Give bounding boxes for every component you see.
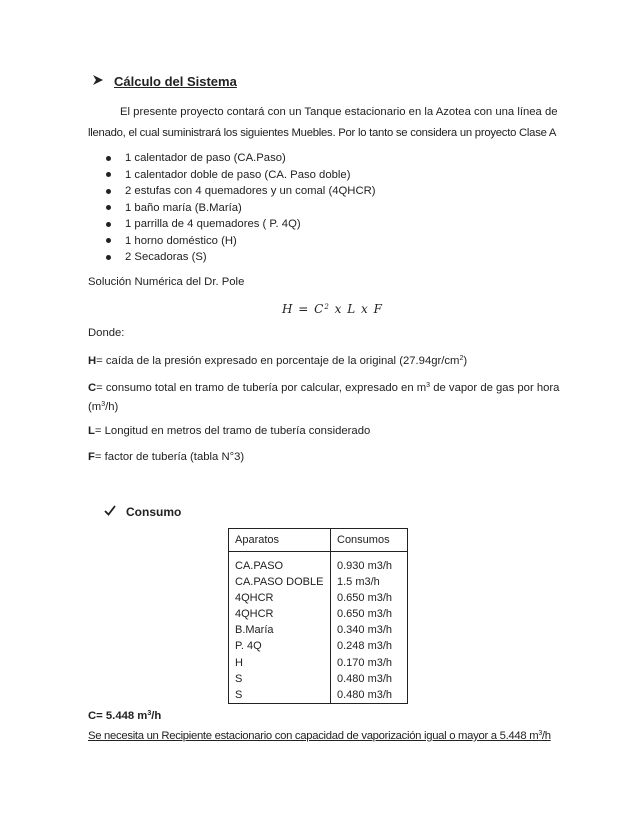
table-cell: 0.650 m3/h [337,608,393,621]
bullet-icon [106,156,111,161]
bullet-icon [106,238,111,243]
consumo-title: Consumo [126,505,182,519]
table-cell: 4QHCR [235,592,274,605]
table-cell: 0.930 m3/h [337,560,393,572]
appliance-list [106,150,376,266]
table-header: Aparatos [229,529,331,552]
list-item: 1 horno doméstico (H) [106,233,376,250]
bullet-icon [106,222,111,227]
table-cell: 0.248 m3/h [337,640,393,653]
table-cell: P. 4Q [235,640,262,653]
table-cell: CA.PASO [235,560,284,572]
table-cell: S [235,672,243,685]
consumos-column [331,552,408,704]
table-cell: 0.480 m3/h [337,672,393,685]
table-header: Consumos [331,529,408,552]
definition-c-units: $(m^3/h)$ [88,401,119,413]
aparatos-column [229,552,331,704]
intro-line-1: El presente proyecto contará con un Tanque estacionario en la Azotea con una línea de [120,106,558,118]
table-cell: 0.170 m3/h [337,656,393,669]
table-body [229,552,408,704]
definition-f: F= factor de tubería (tabla N°3) [88,451,245,463]
total-consumption: C= 5.448 $m^3/h$ [88,710,162,722]
table-cell: H [235,656,243,669]
bullet-icon [106,255,111,260]
arrowhead-right-icon [92,74,106,89]
table-cell: 1.5 m3/h [337,576,380,589]
list-item: 1 baño maría (B.María) [106,200,376,217]
check-mark-icon [104,505,116,519]
intro-line-2: llenado, el cual suministrará los siguientes Muebles. Por lo tanto se considera un proyecto Clase A [88,127,557,139]
list-item: 1 calentador doble de paso (CA. Paso doble) [106,167,376,184]
list-item: 2 Secadoras (S) [106,249,376,266]
definition-c: C= consumo total en tramo de tubería por calcular, expresado en $m^3$ de vapor de gas por hora [88,382,560,394]
table-header-row [229,529,408,552]
section-title: Cálculo del Sistema [114,74,237,89]
section-heading [92,74,237,89]
consumption-table [228,528,408,704]
list-item: 2 estufas con 4 quemadores y un comal (4QHCR) [106,183,376,200]
bullet-icon [106,205,111,210]
formula: $H = C^2$ x L x F [282,302,383,316]
list-item: 1 parrilla de 4 quemadores ( P. 4Q) [106,216,376,233]
table-cell: 4QHCR [235,608,274,621]
list-item: 1 calentador de paso (CA.Paso) [106,150,376,167]
conclusion: Se necesita un Recipiente estacionario con capacidad de vaporización igual o mayor a 5.448 $m^3/h$ [88,730,551,742]
definition-l: L= Longitud en metros del tramo de tubería considerado [88,425,371,437]
table-cell: B.María [235,624,274,637]
bullet-icon [106,172,111,177]
table-cell: 0.480 m3/h [337,688,393,701]
bullet-icon [106,189,111,194]
consumo-heading [104,505,181,519]
definition-h: H= caída de la presión expresado en porcentaje de la original $(27.94gr/cm^2)$ [88,355,468,367]
solution-label: Solución Numérica del Dr. Pole [88,276,245,288]
donde-label: Donde: [88,327,125,339]
table-cell: S [235,688,243,701]
table-cell: 0.650 m3/h [337,592,393,605]
table-cell: CA.PASO DOBLE [235,576,324,589]
table-cell: 0.340 m3/h [337,624,393,637]
